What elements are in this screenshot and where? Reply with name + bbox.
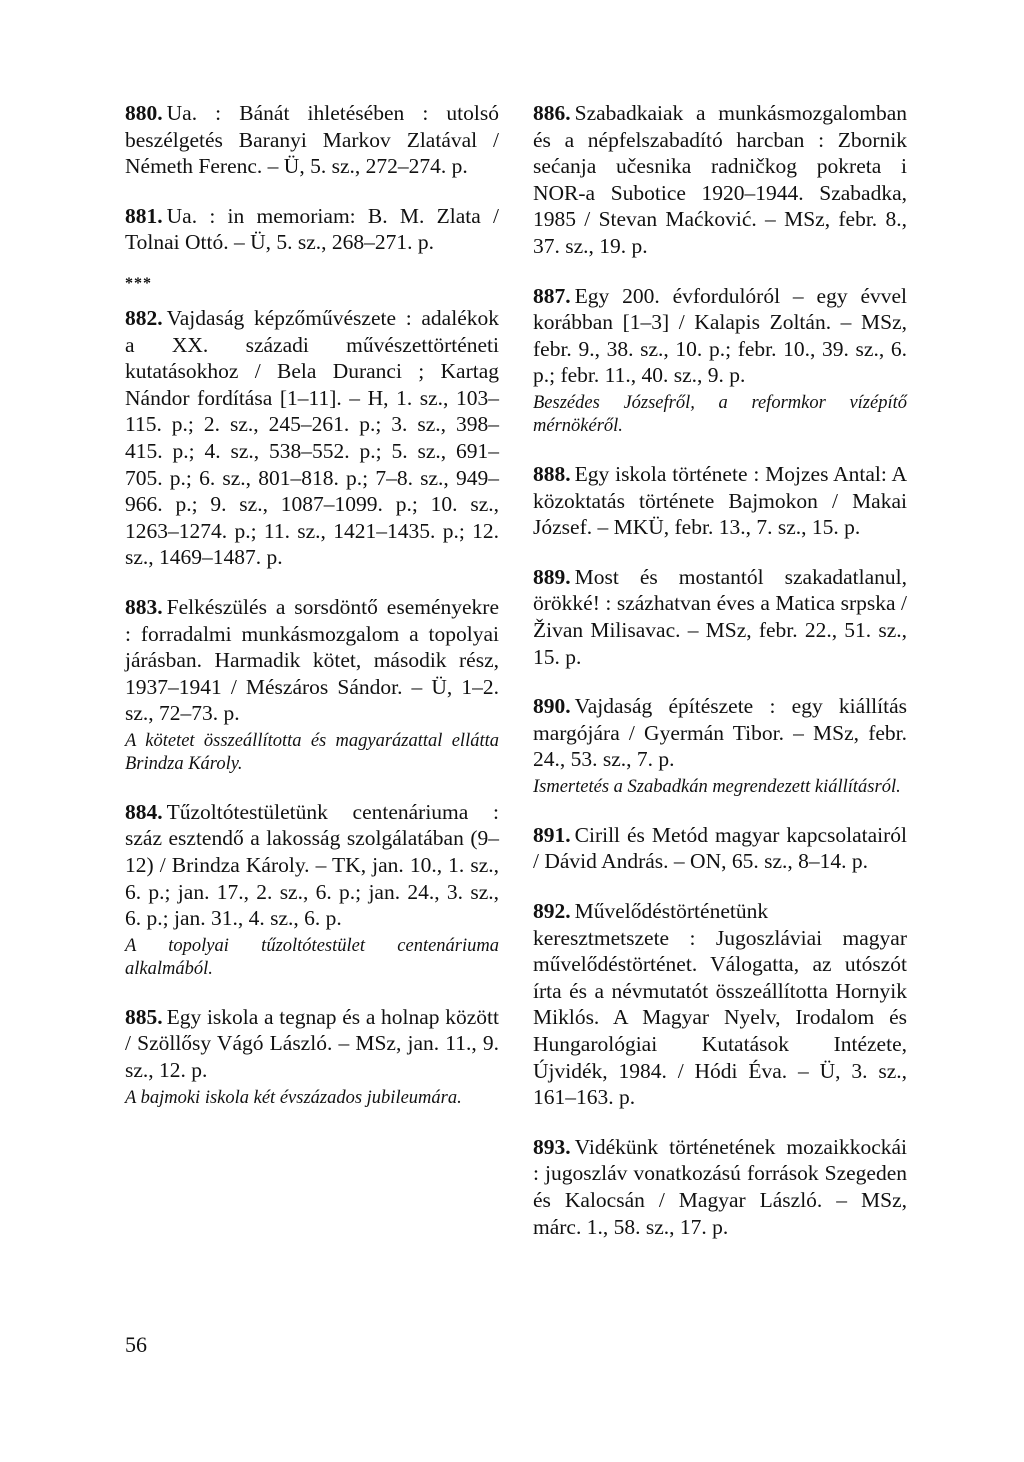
- entry-text: Vidékünk történetének mozaikkockái : jugoszláv vonatkozású források Szegeden és Kalocsán / Magyar László. – MSz, márc. 1., 58. sz., 17. p.: [533, 1134, 907, 1239]
- entry-number: 887.: [533, 283, 571, 308]
- entry-text: Tűzoltótestületünk centenáriuma : száz esztendő a lakosság szolgálatában (9–12) / Brindza Károly. – TK, jan. 10., 1. sz., 6. p.; jan. 17., 2. sz., 6. p.; jan. 24., 3. sz., 6. p.; jan. 31., 4. sz., 6. p.: [125, 799, 499, 931]
- entry-text: Egy iskola a tegnap és a holnap között / Szöllősy Vágó László. – MSz, jan. 11., 9. sz., 12. p.: [125, 1004, 499, 1083]
- entry-text: Vajdaság építészete : egy kiállítás margójára / Gyermán Tibor. – MSz, febr. 24., 53. sz., 7. p.: [533, 694, 907, 772]
- right-column: [533, 100, 907, 1263]
- entry-text: Ua. : Bánát ihletésében : utolsó beszélgetés Baranyi Markov Zlatával / Németh Ferenc. – Ü, 5. sz., 272–274. p.: [125, 101, 499, 179]
- entry-888: [533, 461, 907, 541]
- entry-880: [125, 100, 499, 180]
- entry-number: 881.: [125, 203, 163, 228]
- entry-number: 889.: [533, 564, 571, 589]
- entry-number: 892.: [533, 899, 571, 924]
- entry-number: 886.: [533, 101, 571, 125]
- entry-number: 884.: [125, 799, 163, 824]
- entry-number: 888.: [533, 461, 571, 486]
- entry-note: A bajmoki iskola két évszázados jubileumára.: [125, 1087, 462, 1108]
- entry-number: 891.: [533, 822, 571, 847]
- entry-884: [125, 799, 499, 981]
- entry-number: 885.: [125, 1004, 163, 1029]
- entry-891: [533, 822, 907, 875]
- entry-number: 880.: [125, 101, 163, 125]
- entry-note: A kötetet összeállította és magyarázattal ellátta Brindza Károly.: [125, 730, 499, 774]
- entry-note: A topolyai tűzoltótestület centenáriuma alkalmából.: [125, 935, 499, 979]
- entry-number: 883.: [125, 594, 163, 619]
- entry-881: [125, 203, 499, 256]
- entry-890: [533, 693, 907, 799]
- entry-885: [125, 1004, 499, 1110]
- entry-text: Egy 200. évfordulóról – egy évvel korábban [1–3] / Kalapis Zoltán. – MSz, febr. 9., 38. sz., 10. p.; febr. 10., 39. sz., 6. p.; febr. 11., 40. sz., 9. p.: [533, 283, 907, 388]
- entry-number: 893.: [533, 1134, 571, 1159]
- entry-text: Vajdaság képzőművészete : adalékok a XX. századi művészettörténeti kutatásokhoz / Bela Duranci ; Kartag Nándor fordítása [1–11]. – H, 1. sz., 103–115. p.; 2. sz., 245–261. p.; 3. sz., 398–415. p.; 4. sz., 538–552. p.; 5. sz., 691–705. p.; 6. sz., 801–818. p.; 7–8. sz., 949–966. p.; 9. sz., 1087–1099. p.; 10. sz., 1263–1274. p.; 11. sz., 1421–1435. p.; 12. sz., 1469–1487. p.: [125, 305, 499, 570]
- entry-text: Ua. : in memoriam: B. M. Zlata / Tolnai Ottó. – Ü, 5. sz., 268–271. p.: [125, 203, 499, 255]
- entry-889: [533, 564, 907, 670]
- entry-text: Szabadkaiak a munkásmozgalomban és a népfelszabadító harcban : Zbornik sećanja učesnika radničkog pokreta i NOR-a Subotice 1920–1944. Szabadka, 1985 / Stevan Maćković. – MSz, febr. 8., 37. sz., 19. p.: [533, 101, 907, 258]
- entry-887: [533, 283, 907, 438]
- entry-text: Egy iskola története : Mojzes Antal: A közoktatás története Bajmokon / Makai József. – MKÜ, febr. 13., 7. sz., 15. p.: [533, 461, 907, 540]
- entry-text: Művelődéstörténetünk keresztmetszete : Jugoszláviai magyar művelődéstörténet. Válogatta, az utószót írta és a névmutatót összeállította Hornyik Miklós. A Magyar Nyelv, Irodalom és Hungarológiai Kutatások Intézete, Újvidék, 1984. / Hódi Éva. – Ü, 3. sz., 161–163. p.: [533, 899, 907, 1110]
- entry-number: 882.: [125, 305, 163, 330]
- entry-886: [533, 100, 907, 260]
- entry-892: [533, 898, 907, 1111]
- entry-number: 890.: [533, 694, 571, 719]
- entry-882: [125, 305, 499, 571]
- left-column: [125, 100, 499, 1133]
- entry-text: Most és mostantól szakadatlanul, örökké! : százhatvan éves a Matica srpska / Živan Milisavac. – MSz, febr. 22., 51. sz., 15. p.: [533, 564, 907, 669]
- entry-text: Felkészülés a sorsdöntő eseményekre : forradalmi munkásmozgalom a topolyai járásban. Harmadik kötet, második rész, 1937–1941 / Mészáros Sándor. – Ü, 1–2. sz., 72–73. p.: [125, 594, 499, 726]
- entry-text: Cirill és Metód magyar kapcsolatairól / Dávid András. – ON, 65. sz., 8–14. p.: [533, 822, 907, 874]
- page-number: 56: [125, 1332, 147, 1357]
- entry-note: Beszédes Józsefről, a reformkor vízépítő mérnökéről.: [533, 392, 907, 436]
- entry-883: [125, 594, 499, 776]
- entry-note: Ismertetés a Szabadkán megrendezett kiállításról.: [533, 776, 901, 797]
- section-separator: ***: [125, 274, 152, 292]
- entry-893: [533, 1134, 907, 1240]
